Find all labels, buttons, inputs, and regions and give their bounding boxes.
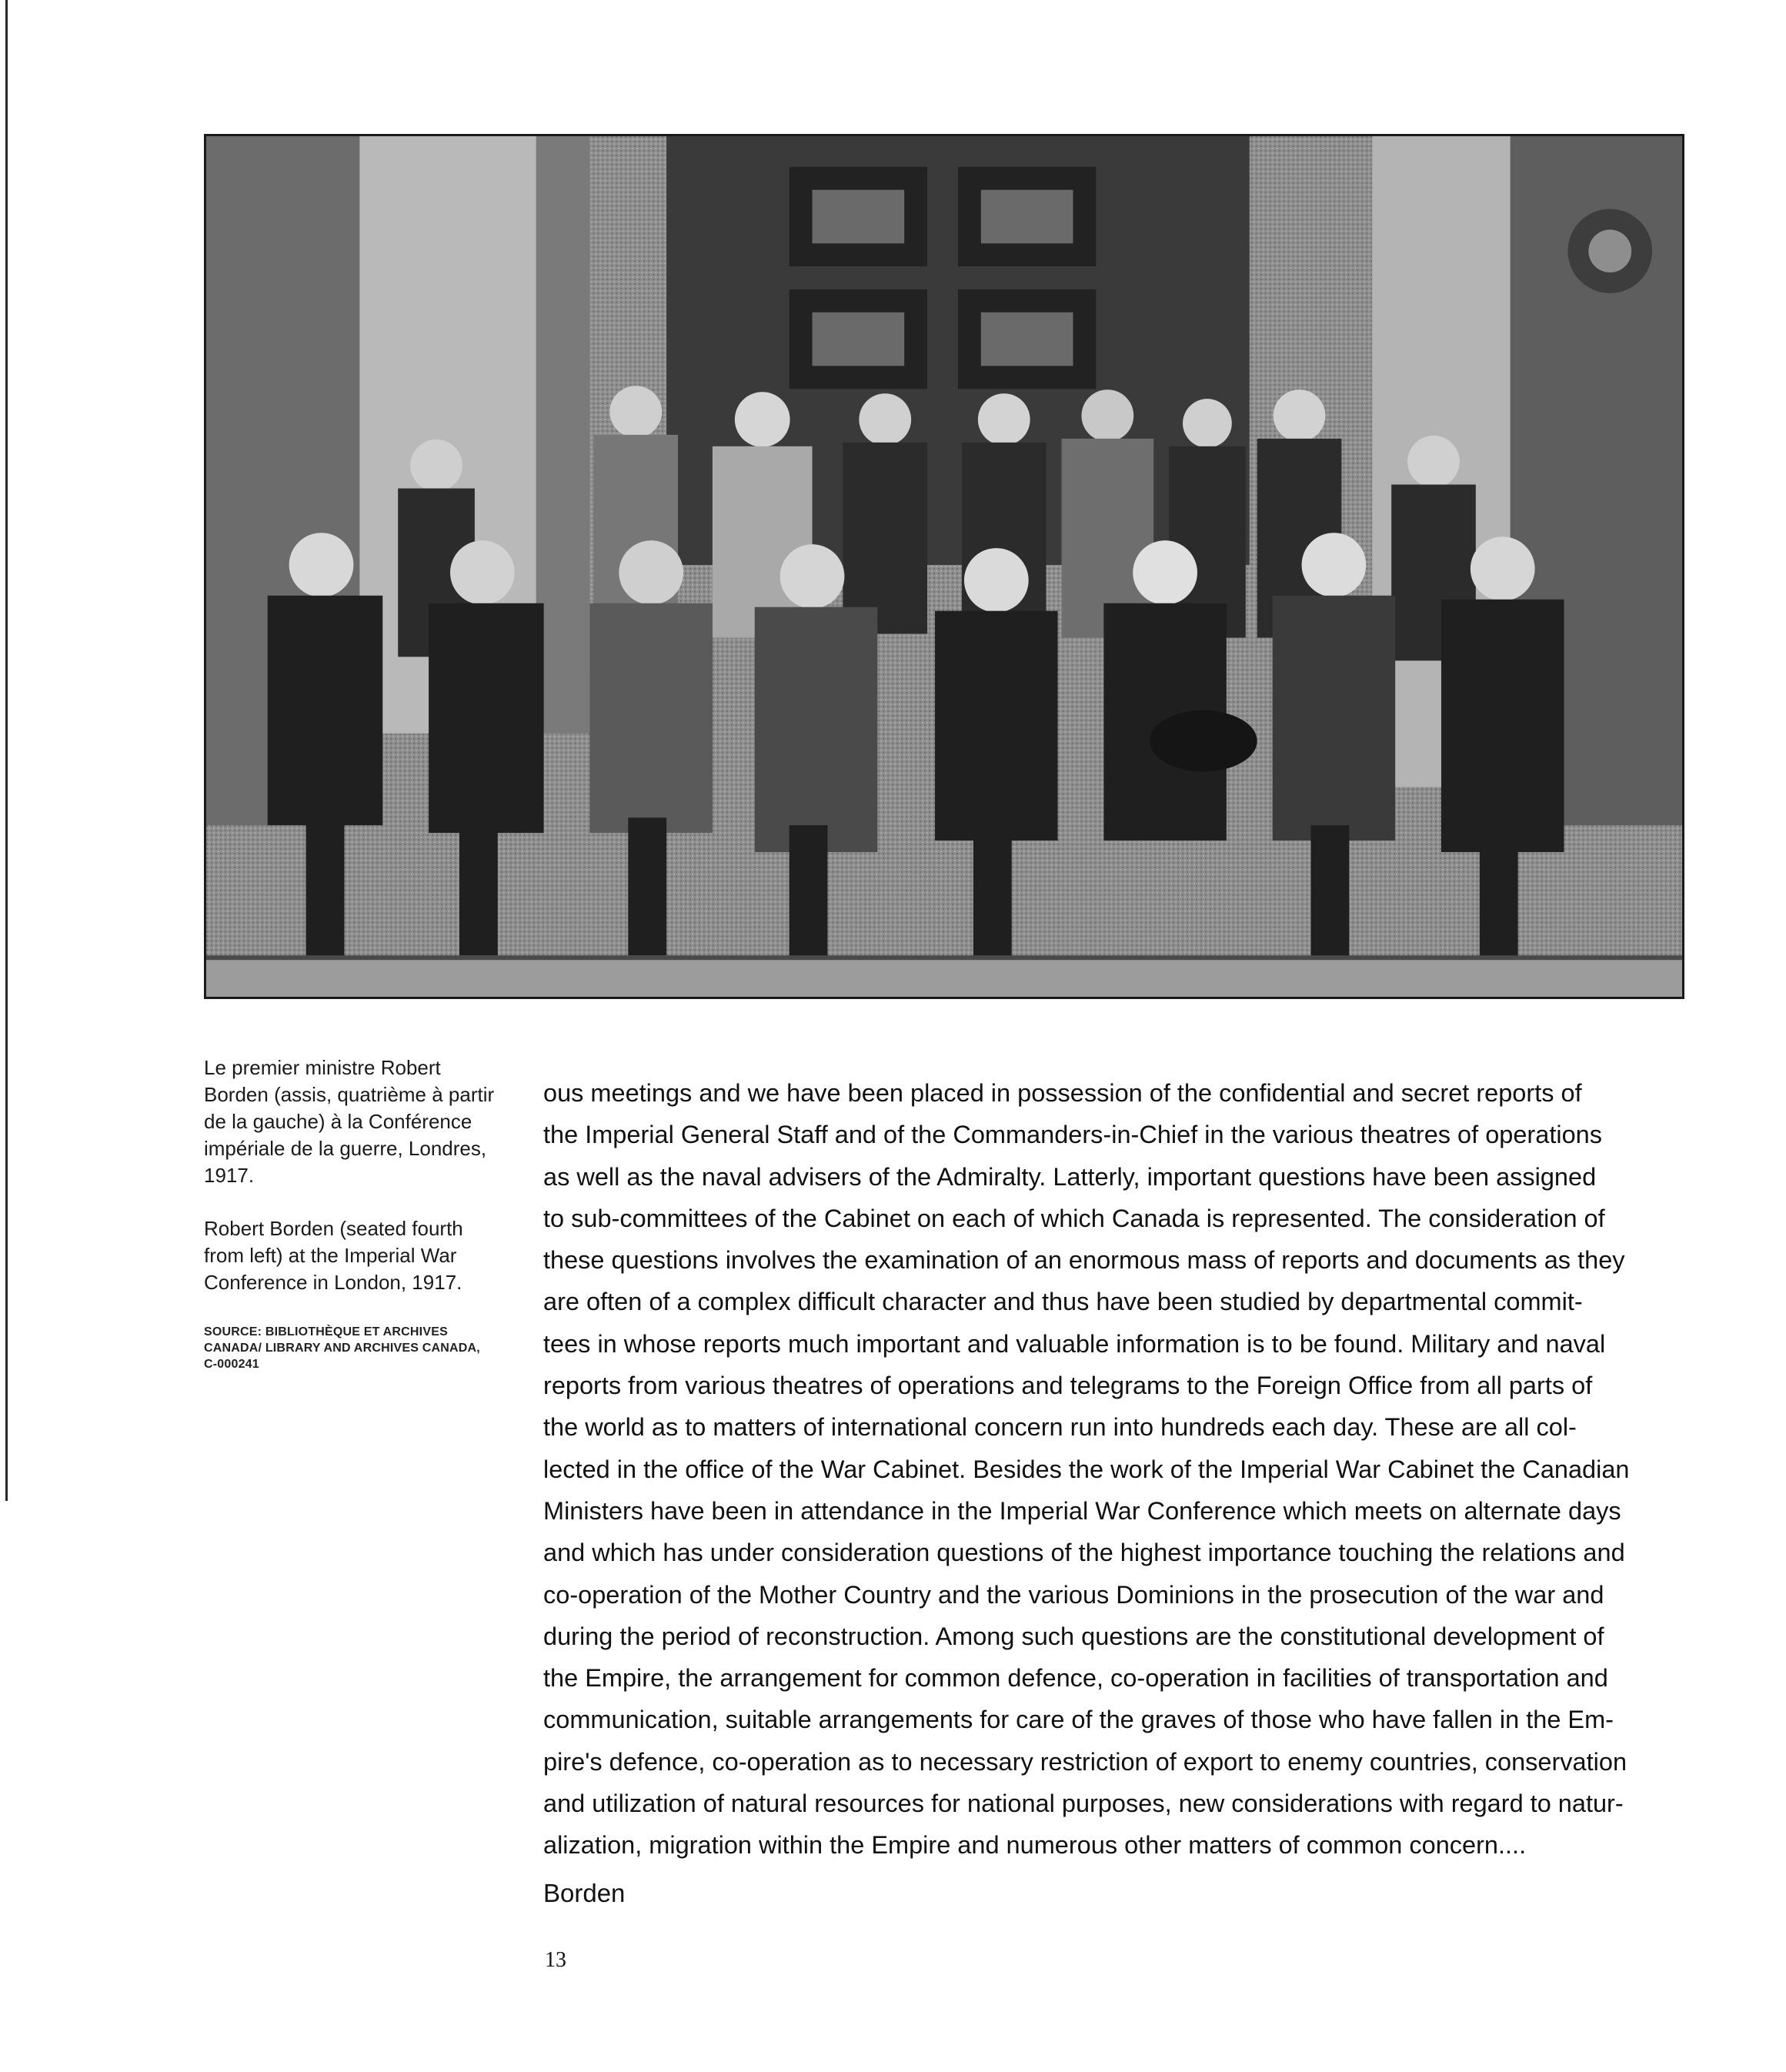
signature: Borden: [543, 1879, 626, 1907]
body-line: as well as the naval advisers of the Admiralty. Latterly, important questions have been assigned: [543, 1162, 1597, 1191]
body-line: the Imperial General Staff and of the Commanders-in-Chief in the various theatres of operations: [543, 1121, 1602, 1149]
body-line: ous meetings and we have been placed in possession of the confidential and secret reports of: [543, 1079, 1582, 1107]
photo-captions: [204, 1054, 496, 1372]
body-line: reports from various theatres of operations and telegrams to the Foreign Office from all parts of: [543, 1372, 1593, 1400]
body-line: Ministers have been in attendance in the Imperial War Conference which meets on alternate days: [543, 1496, 1621, 1525]
caption-english: Robert Borden (seated fourth from left) at the Imperial War Conference in London, 1917.: [204, 1217, 463, 1294]
body-line: and utilization of natural resources for national purposes, new considerations with regard to natur-: [543, 1790, 1624, 1818]
body-line: the world as to matters of international concern run into hundreds each day. These are all col-: [543, 1413, 1577, 1442]
group-photo-image: [206, 136, 1682, 997]
body-line: to sub-committees of the Cabinet on each of which Canada is represented. The consideration of: [543, 1204, 1605, 1232]
left-margin-rule: [5, 0, 8, 1501]
body-line: lected in the office of the War Cabinet. Besides the work of the Imperial War Cabinet the Canadian: [543, 1455, 1630, 1483]
caption-french: Le premier ministre Robert Borden (assis, quatrième à partir de la gauche) à la Conférence impériale de la guerre, Londres, 1917.: [204, 1056, 495, 1187]
body-line: pire's defence, co-operation as to necessary restriction of export to enemy countries, conservation: [543, 1747, 1627, 1776]
body-line: and which has under consideration questions of the highest importance touching the relations and: [543, 1539, 1625, 1567]
body-line: during the period of reconstruction. Among such questions are the constitutional development of: [543, 1622, 1604, 1650]
body-line: these questions involves the examination of an enormous mass of reports and documents as they: [543, 1246, 1625, 1275]
body-line: communication, suitable arrangements for care of the graves of those who have fallen in the Em-: [543, 1706, 1614, 1734]
page-number: 13: [545, 1948, 566, 1972]
caption-source: SOURCE: BIBLIOTHÈQUE ET ARCHIVES CANADA/ LIBRARY AND ARCHIVES CANADA, C-000241: [204, 1325, 480, 1371]
body-line: the Empire, the arrangement for common defence, co-operation in facilities of transportation and: [543, 1664, 1608, 1693]
body-text: [543, 1072, 1698, 1866]
historical-group-photo: [204, 134, 1684, 999]
body-line: tees in whose reports much important and valuable information is to be found. Military and naval: [543, 1329, 1606, 1358]
body-line: are often of a complex difficult character and thus have been studied by departmental commit-: [543, 1288, 1583, 1316]
body-line: co-operation of the Mother Country and the various Dominions in the prosecution of the war and: [543, 1580, 1604, 1609]
body-line: alization, migration within the Empire and numerous other matters of common concern....: [543, 1831, 1527, 1860]
